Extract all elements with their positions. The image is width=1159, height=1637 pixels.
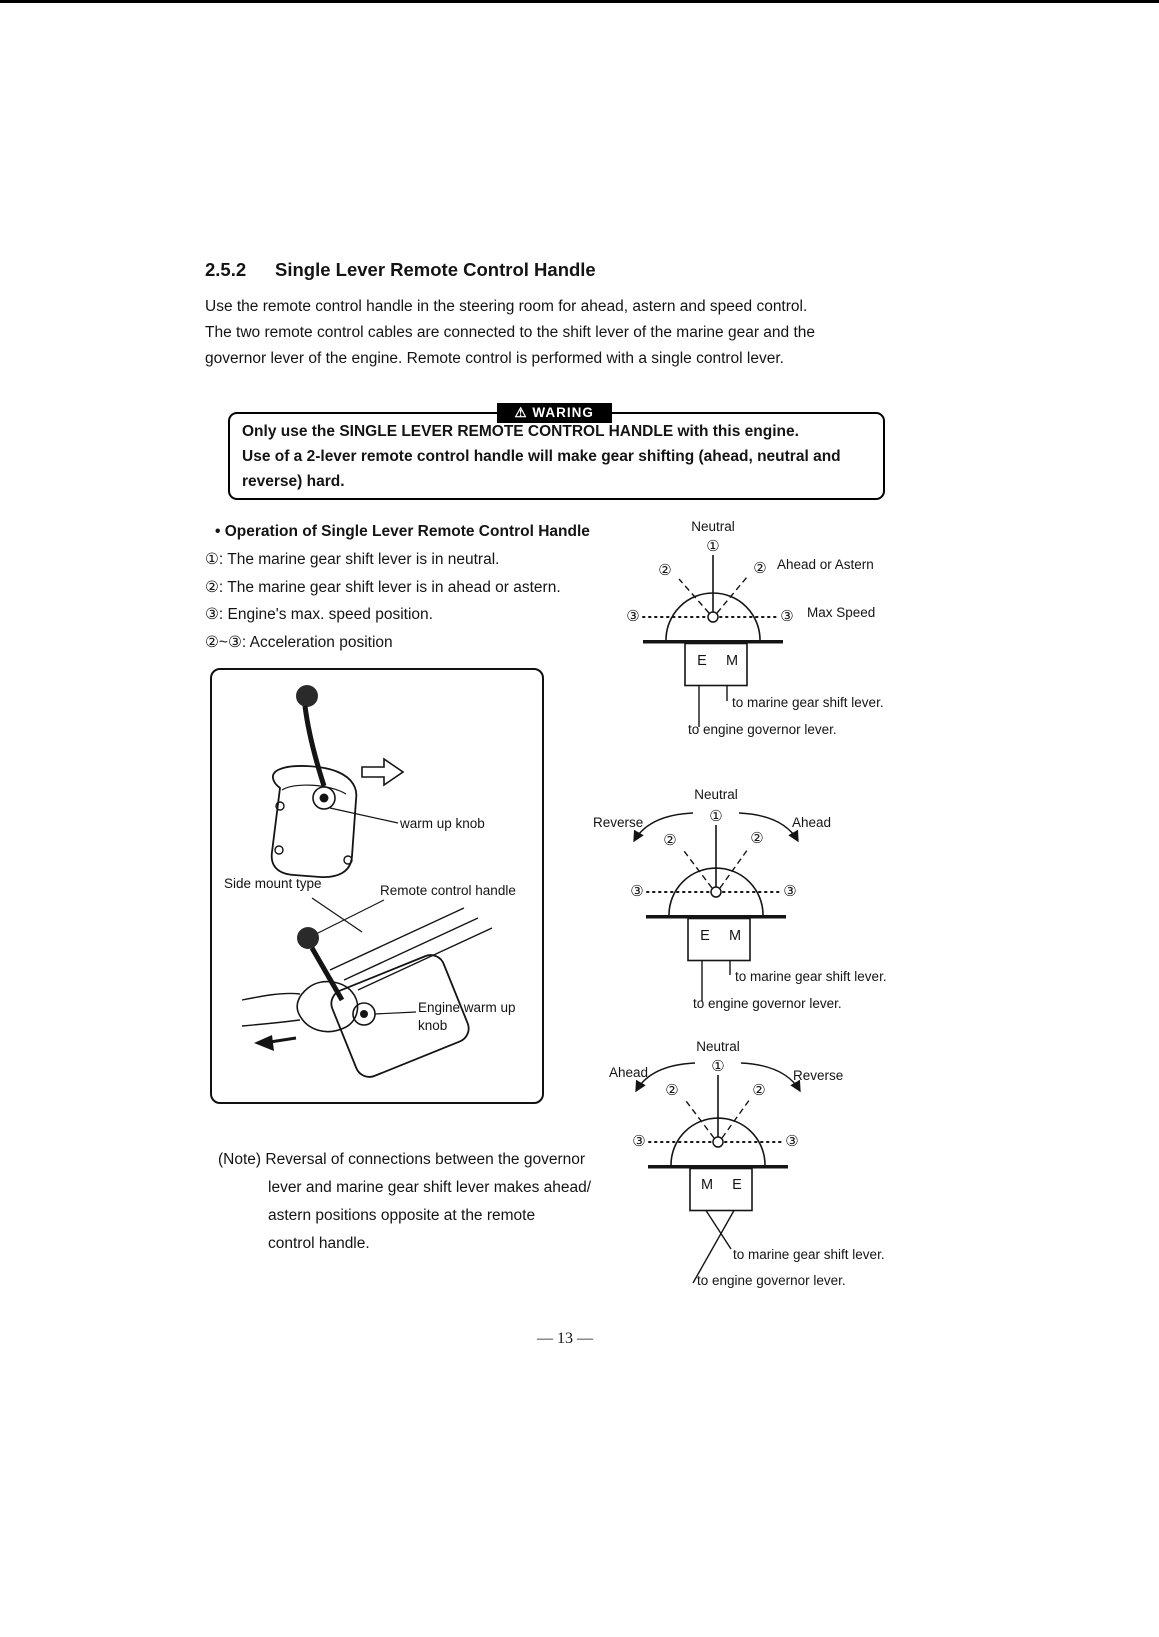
d3-to-governor-label: to engine governor lever. (697, 1273, 846, 1288)
d1-pos1: ① (706, 538, 720, 555)
d3-pos2-left: ② (665, 1082, 679, 1099)
warning-label-text: WARING (532, 405, 594, 420)
warning-line: Only use the SINGLE LEVER REMOTE CONTROL HANDLE with this engine. (242, 423, 799, 440)
d1-pos3-left: ③ (626, 608, 640, 625)
note-line: lever and marine gear shift lever makes ahead/ (268, 1179, 592, 1196)
note-line: control handle. (268, 1235, 370, 1252)
warning-label (497, 403, 612, 423)
operation-item-3: ③: Engine's max. speed position. (205, 606, 433, 623)
d3-reverse-label: Reverse (793, 1068, 844, 1083)
scan-edge-artifact (0, 0, 1159, 3)
d2-pos3-right: ③ (783, 883, 797, 900)
diagram-reverse-ahead (585, 783, 925, 1033)
d1-neutral-label: Neutral (691, 519, 735, 534)
d2-reverse-label: Reverse (593, 815, 644, 830)
operation-item-2: ②: The marine gear shift lever is in ahead or astern. (205, 579, 561, 596)
d2-to-gear-label: to marine gear shift lever. (735, 969, 887, 984)
intro-line: Use the remote control handle in the steering room for ahead, astern and speed control. (205, 298, 808, 315)
diagram-ahead-reverse-crossed (585, 1035, 925, 1320)
operation-item-4: ②~③: Acceleration position (205, 634, 393, 651)
figure-label-remote-handle: Remote control handle (380, 883, 516, 898)
d2-pos2-left: ② (663, 832, 677, 849)
diagram-neutral-ahead-astern (585, 515, 925, 765)
figure-box (210, 668, 544, 1104)
d3-to-gear-label: to marine gear shift lever. (733, 1247, 885, 1262)
figure-label-warm-up-knob: warm up knob (400, 816, 485, 831)
d1-to-governor-label: to engine governor lever. (688, 722, 837, 737)
note-line: astern positions opposite at the remote (268, 1207, 536, 1224)
d1-box-letter-right: M (725, 653, 739, 669)
d3-box-letter-right: E (732, 1177, 742, 1193)
d3-pos3-right: ③ (785, 1133, 799, 1150)
d1-pos3-right: ③ (780, 608, 794, 625)
d1-pos2-right: ② (753, 560, 767, 577)
figure-label-engine-warm-up-knob: knob (418, 1018, 448, 1033)
figure-label-side-mount: Side mount type (224, 876, 322, 891)
d2-neutral-label: Neutral (694, 787, 738, 802)
d3-pos2-right: ② (752, 1082, 766, 1099)
d3-pos1: ① (711, 1058, 725, 1075)
warning-icon: ⚠ (514, 405, 528, 420)
intro-line: governor lever of the engine. Remote control is performed with a single control lever. (205, 350, 784, 367)
d1-box-letter-left: E (697, 653, 707, 669)
d2-ahead-label: Ahead (792, 815, 832, 830)
operation-heading: • Operation of Single Lever Remote Control Handle (215, 523, 590, 540)
d2-pos2-right: ② (750, 830, 764, 847)
d1-pos2-left: ② (658, 562, 672, 579)
d1-ahead-astern-label: Ahead or Astern (777, 557, 874, 572)
warning-box (228, 405, 885, 500)
d2-pos1: ① (709, 808, 723, 825)
section-number: 2.5.2 (205, 259, 247, 280)
d2-to-governor-label: to engine governor lever. (693, 996, 842, 1011)
note-line: (Note) Reversal of connections between the governor (218, 1151, 586, 1168)
d1-max-speed-label: Max Speed (807, 605, 876, 620)
d2-pos3-left: ③ (630, 883, 644, 900)
warning-line: Use of a 2-lever remote control handle will make gear shifting (ahead, neutral and (242, 448, 841, 465)
page-title: Single Lever Remote Control Handle (275, 259, 596, 280)
d3-ahead-label: Ahead (609, 1065, 649, 1080)
d2-box-letter-right: M (728, 928, 742, 944)
d3-pos3-left: ③ (632, 1133, 646, 1150)
d3-box-letter-left: M (700, 1177, 714, 1193)
operation-item-1: ①: The marine gear shift lever is in neutral. (205, 551, 500, 568)
d2-box-letter-left: E (700, 928, 710, 944)
warning-line: reverse) hard. (242, 473, 345, 490)
d3-neutral-label: Neutral (696, 1039, 740, 1054)
figure-label-engine-warm-up: Engine warm up (418, 1000, 516, 1015)
page-number: — 13 — (537, 1330, 593, 1347)
d1-to-gear-label: to marine gear shift lever. (732, 695, 884, 710)
intro-line: The two remote control cables are connected to the shift lever of the marine gear and the (205, 324, 816, 341)
